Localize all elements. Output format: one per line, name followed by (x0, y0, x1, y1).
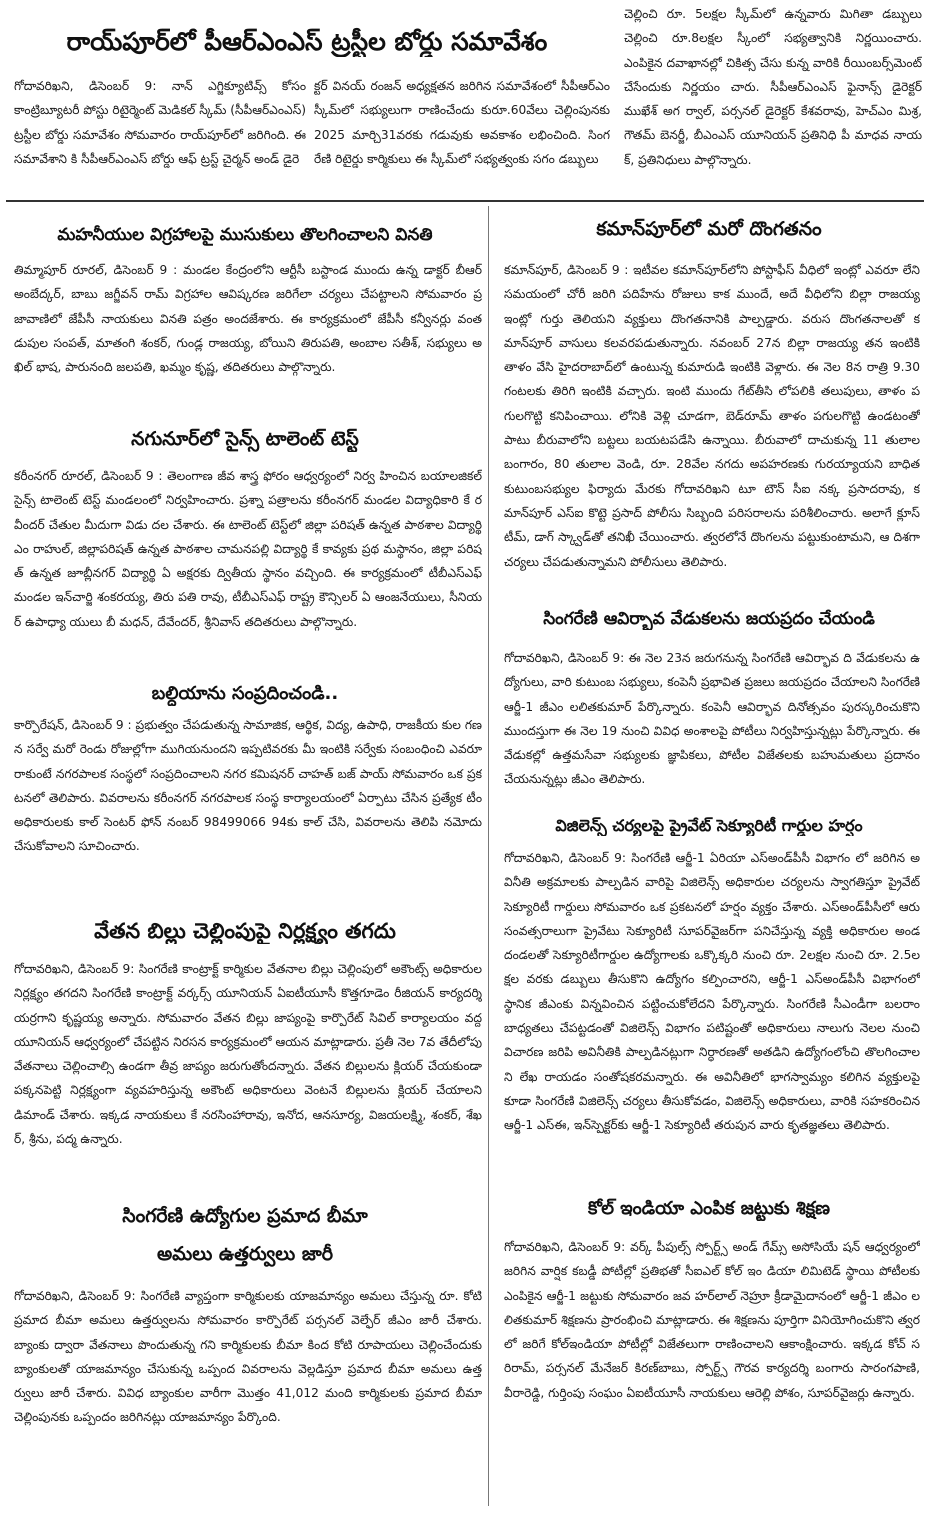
headline-vigilance-security: విజిలెన్స్ చర్యలపై ప్రైవేట్ సెక్యూరిటీ గార్డుల హర్షం (555, 816, 863, 835)
article-kamanpur-theft: కమాన్‌పూర్, డిసెంబర్ 9 : ఇటీవల కమాన్‌పూర్‌లోని పోస్టాఫీస్ వీధిలో ఇంట్లో ఎవరూ లేని సమయంలో చోరీ జరిగి పదిహేను రోజులు కాక ముందే, అదే వీధిలోని బిల్లా రాజయ్య ఇంట్లో గుర్తు తెలియని వ్యక్తులు దొంగతనానికి పాల్పడ్డారు. వరుస దొంగతనాలతో కమాన్‌పూర్ వాసులు కలవరపడుతున్నారు. నవంబర్ 27న బిల్లా రాజయ్య తన ఇంటికి తాళం వేసి హైదరాబాద్‌లో ఉంటున్న కుమారుడి ఇంటికి వెళ్లారు. ఈ నెల 8న రాత్రి 9.30 గంటలకు తిరిగి ఇంటికి వచ్చారు. ఇంటి ముందు గేట్‌తీసి లోపలికి తలుపులు, తాళం పగులగొట్టి కనిపించాయి. లోనికి వెళ్లి చూడగా, బెడ్‌రూమ్ తాళం పగులగొట్టి ఉండటంతో పాటు బీరువాలోని బట్టలు బయటపడేసి ఉన్నాయి. బీరువాలో దాచుకున్న 11 తులాల బంగారం, 80 తులాల వెండి, రూ. 28వేల నగదు అపహరణకు గురయ్యాయని బాధిత కుటుంబసభ్యుల ఫిర్యాదు మేరకు గోదావరిఖని టూ టౌన్ సీఐ నక్క ప్రసాదరావు, కమాన్‌పూర్ ఎస్‌ఐ కొట్టె ప్రసాద్ పోలీసు సిబ్బంది పరిసరాలను పరిశీలించారు. అలాగే క్లూస్ టీమ్, డాగ్ స్క్వాడ్‌తో తనిఖీ చేయించారు. త్వరలోనే దొంగలను పట్టుకుంటామని, ఆ దిశగా చర్యలు చేపడుతున్నామని పోలీసులు తెలిపారు. (504, 263, 920, 569)
article-coal-india-training: గోదావరిఖని, డిసెంబర్ 9: వర్క్ పీపుల్స్ స్పోర్ట్స్ అండ్ గేమ్స్ అసోసియే షన్ ఆధ్వర్యంలో జరిగిన వార్షిక కబడ్డీ పోటీల్లో ప్రతిభతో సీఐఎల్ కోల్ ఇం డియా లిమిటెడ్ స్థాయి పోటీలకు ఎంపికైన ఆర్జీ-1 జట్టుకు సోమవారం జవ హర్‌లాల్ నెహ్రూ క్రీడామైదానంలో ఆర్జీ-1 జీఎం లలితకుమార్ శిక్షణను ప్రారంభించి మాట్లాడారు. ఈ శిక్షణను పూర్తిగా వినియోగించుకొని త్వరలో జరిగే కోల్‌ఇండియా పోటీల్లో విజేతలుగా రాణించాలని ఆకాంక్షించారు. ఇక్కడ కోచ్ సరిరామ్, పర్సనల్ మేనేజర్ కిరణ్‌బాబు, స్పోర్ట్స్ గౌరవ కార్యదర్శి బంగారు సారంగపాణి, వీరారెడ్డి, గుర్తింపు సంఘం ఏఐటీయూసీ నాయకులు ఆరెల్లి పోశం, సూపర్‌వైజర్లు ఉన్నారు. (504, 1240, 920, 1400)
article-singareni-anniversary: గోదావరిఖని, డిసెంబర్ 9: ఈ నెల 23న జరుగనున్న సింగరేణి ఆవిర్భావ ది వేడుకలను ఉద్యోగులు, వారి కుటుంబ సభ్యులు, కంపెనీ ప్రభావిత ప్రజలు జయప్రదం చేయాలని సింగరేణి ఆర్జీ-1 జీఎం లలితకుమార్ పేర్కొన్నారు. కంపెనీ ఆవిర్భావ దినోత్సవం పురస్కరించుకొని ముందస్తుగా ఈ నెల 19 నుంచి వివిధ అంశాలపై పోటీలు నిర్వహిస్తున్నట్లు పేర్కొన్నారు. ఈ వేడుకల్లో ఉత్తమసేవా సభ్యులకు జ్ఞాపికలు, పోటీల విజేతలకు బహుమతులు ప్రదానం చేయనున్నట్లు జీఎం తెలిపారు. (504, 651, 920, 787)
article-contact-baldia: కార్పొరేషన్, డిసెంబర్ 9 : ప్రభుత్వం చేపడుతున్న సామాజిక, ఆర్థిక, విద్య, ఉపాధి, రాజకీయ కుల గణన సర్వే మరో రెండు రోజుల్లోగా ముగియనుందని ఇప్పటివరకు మీ ఇంటికి సర్వేకు సంబంధించి ఎవరూ రాకుంటే నగరపాలక సంస్థలో సంప్రదించాలని నగర కమిషనర్ చాహత్ బజ్ పాయ్ సోమవారం ఒక ప్రకటనలో తెలిపారు. వివరాలను కరీంనగర్ నగరపాలక సంస్థ కార్యాలయంలో ఏర్పాటు చేసిన ప్రత్యేక టీం అధికారులకు కాల్ సెంటర్ ఫోన్ నంబర్ 98499066 94కు కాల్ చేసి, వివరాలను తెలిపి నమోదు చేసుకోవాలని సూచించారు. (14, 718, 482, 854)
article-rayapur-col3: చెల్లించి రూ. 5లక్షల స్కీమ్‌లో ఉన్నవారు మిగితా డబ్బులు చెల్లించి రూ.8లక్షల స్కీంలో సభ్యత్వానికి నిర్ణయించారు. ఎంపికైన దవాఖానల్లో చికిత్స చేసు కున్న వారికి రీయింబర్స్‌మెంట్ చేసేందుకు నిర్ణయం చారు. సీపీఆర్‌ఎంఎస్ ఫైనాన్స్ డైరెక్టర్ ముఖేశ్ అగ ర్వాల్, పర్సనల్ డైరెక్టర్ కేశవరావు, హెచ్‌ఎం మిశ్ర, గౌతమ్ బెనర్జీ, బీఎంఎస్ యూనియన్ ప్రతినిధి పీ మాధవ నాయక్, ప్రతినిధులు పాల్గొన్నారు. (624, 7, 922, 167)
headline-contact-baldia: బల్దియాను సంప్రదించండి.. (151, 683, 339, 704)
headline-statue-covers: మహనీయుల విగ్రహాలపై ముసుకులు తొలగించాలని వినతి (57, 225, 433, 245)
headline-coal-india-training: కోల్ ఇండియా ఎంపిక జట్టుకు శిక్షణ (587, 1198, 831, 1219)
column-divider (488, 206, 489, 1506)
article-accident-insurance: గోదావరిఖని, డిసెంబర్ 9: సింగరేణి వ్యాప్తంగా కార్మికులకు యాజమాన్యం అమలు చేస్తున్న రూ. కోటి ప్రమాద బీమా అమలు ఉత్తర్వులను సోమవారం కార్పొరేట్ పర్సనల్ వెల్ఫేర్ జీఎం జారీ చేశారు. బ్యాంకు ద్వారా వేతనాలు పొందుతున్న గని కార్మికులకు బీమా కింద కోటి రూపాయలు చెల్లించేందుకు బ్యాంకులతో యాజమాన్యం చేసుకున్న ఒప్పంద వివరాలను వెల్లడిస్తూ ప్రమాద బీమా అమలు ఉత్తర్వులు జారీ చేశారు. వివిధ బ్యాంకుల వారీగా మొత్తం 41,012 మంది కార్మికులకు ప్రమాద బీమా చెల్లింపునకు ఒప్పందం జరిగినట్లు యాజమాన్యం పేర్కొంది. (14, 1289, 482, 1425)
headline-accident-insurance-1: సింగరేణి ఉద్యోగుల ప్రమాద బీమా (122, 1205, 368, 1227)
headline-accident-insurance-2: అమలు ఉత్తర్వులు జారీ (156, 1243, 334, 1265)
headline-singareni-anniversary: సింగరేణి ఆవిర్భావ వేడుకలను జయప్రదం చేయండి (543, 609, 875, 629)
article-statue-covers: తిమ్మాపూర్ రూరల్, డిసెంబర్ 9 : మండల కేంద్రంలోని ఆర్టీసీ బస్టాండ ముందు ఉన్న డాక్టర్ బీఆర్ అంబేద్కర్, బాబు జగ్జీవన్ రామ్ విగ్రహాల ఆవిష్కరణ జరిగేలా చర్యలు చేపట్టాలని సోమవారం ప్రజావాణిలో జేపీసీ నాయకులు వినతి పత్రం అందజేశారు. ఈ కార్యక్రమంలో జేపీసీ కన్వీనర్లు వంతడుపుల సంపత్, మాతంగి శంకర్, గుండ్ల రాజయ్య, బోయిని తిరుపతి, అంబాల సతీశ్, సభ్యులు అఖిల్ భాష, పారునంది జలపతి, ఖమ్మం కృష్ణ, తదితరులు పాల్గొన్నారు. (14, 263, 482, 375)
article-wage-bill: గోదావరిఖని, డిసెంబర్ 9: సింగరేణి కాంట్రాక్ట్ కార్మికుల వేతనాల బిల్లు చెల్లింపులో అకౌంట్స్ అధికారుల నిర్లక్ష్యం తగదని సింగరేణి కాంట్రాక్ట్ వర్కర్స్ యూనియన్ ఏఐటీయూసీ కొత్తగూడెం రీజియన్ కార్యదర్శి యర్రగాని కృష్ణయ్య అన్నారు. సోమవారం వేతన బిల్లు జాప్యంపై కార్పొరేట్ సివిల్ కార్యాలయం వద్ద యూనియన్ ఆధ్వర్యంలో చేపట్టిన నిరసన కార్యక్రమంలో ఆయన మాట్లాడారు. ప్రతీ నెల 7వ తేదీలోపు వేతనాలు చెల్లించాల్సి ఉండగా తీవ్ర జాప్యం జరుగుతోందన్నారు. వేతన బిల్లులను క్లియర్ చేయకుండా పక్కనపెట్టి నిర్లక్ష్యంగా వ్యవహరిస్తున్న అకౌంట్ అధికారులు వెంటనే బిల్లులను క్లియర్ చేయాలని డిమాండ్ చేశారు. ఇక్కడ నాయకులు కే నరసింహారావు, ఇనోద, ఆనసూర్య, విజయలక్ష్మి, శంకర్, శేఖర్, శ్రీను, పద్మ ఉన్నారు. (14, 962, 482, 1147)
article-vigilance-security: గోదావరిఖని, డిసెంబర్ 9: సింగరేణి ఆర్జీ-1 ఏరియా ఎస్అండ్‌పీసీ విభాగం లో జరిగిన అవినీతి అక్రమాలకు పాల్పడిన వారిపై విజిలెన్స్ అధికారుల చర్యలను స్వాగతిస్తూ ప్రైవేట్ సెక్యూరిటీ గార్డులు సోమవారం ఒక ప్రకటనలో హర్షం వ్యక్తం చేశారు. ఎస్అండ్‌పీసీలో ఆరు సంవత్సరాలుగా ప్రైవేటు సెక్యూరిటీ సూపర్‌వైజర్‌గా పనిచేస్తున్న వ్యక్తి అధికారుల అండదండలతో సెక్యూరిటీగార్డుల ఉద్యోగాలకు ఒక్కొక్కరి నుంచి రూ. 2లక్షల నుంచి రూ. 2.5లక్షల వరకు డబ్బులు తీసుకొని ఉద్యోగం కల్పించారని, ఆర్జీ-1 ఎస్అండ్‌పీసీ విభాగంలో స్థానిక జీఎంకు విన్నవించిన పట్టించుకోలేదని పేర్కొన్నారు. సింగరేణి సీఎండీగా బలరాం బాధ్యతలు చేపట్టడంతో విజిలెన్స్ విభాగం పటిష్టంతో అధికారులు నాలుగు నెలల నుంచి విచారణ జరిపి అవినీతికి పాల్పడినట్లుగా నిర్ధారణతో అతడిని ఉద్యోగంలోంచి తొలగించాలని లేఖ రాయడం సంతోషకరమన్నారు. ఈ అవినీతిలో భాగస్వామ్యం కలిగిన వ్యక్తులపై కూడా సింగరేణి విజిలెన్స్ చర్యలు తీసుకోవడం, విజిలెన్స్ అధికారులు, వారికి సహకరించిన ఆర్జీ-1 ఎస్ఈ, ఇన్‌స్పెక్టర్‌కు ఆర్జీ-1 సెక్యూరిటీ తరుపున వారు కృతజ్ఞతలు తెలిపారు. (504, 851, 920, 1133)
headline-rayapur-meeting: రాయ్‌పూర్‌లో పీఆర్‌ఎంఎస్ ట్రస్టీల బోర్డు సమావేశం (66, 27, 548, 56)
headline-science-talent-test: నగునూర్‌లో సైన్స్ టాలెంట్ టెస్ట్ (131, 428, 359, 450)
headline-kamanpur-theft: కమాన్‌పూర్‌లో మరో దొంగతనం (596, 218, 822, 240)
top-divider (6, 200, 924, 202)
article-science-talent-test: కరీంనగర్ రూరల్, డిసెంబర్ 9 : తెలంగాణ జీవ శాస్త్ర ఫోరం ఆధ్వర్యంలో నిర్వ హించిన బయాలజికల్ సైన్స్ టాలెంట్ టెస్ట్ మండలంలో నిర్వహించారు. ప్రశ్నా పత్రాలను కరీంనగర్ మండల విద్యాధికారి కే రవీందర్ చేతుల మీదుగా విడు దల చేశారు. ఈ టాలెంట్ టెస్ట్‌లో జిల్లా పరిషత్ ఉన్నత పాఠశాల విద్యార్థి ఎం రాహుల్, జిల్లాపరిషత్ ఉన్నత పాఠశాల చామనపల్లి విద్యార్థి కే కావ్యకు ప్రథ మస్థానం, జిల్లా పరిషత్ ఉన్నత జూబ్లీనగర్ విద్యార్థి ఏ అక్షరకు ద్వితీయ స్థానం వచ్చింది. ఈ కార్యక్రమంలో టీబీఎస్‌ఎఫ్ మండల ఇన్‌చార్జి శంకరయ్య, తిరు పతి రావు, టీబీఎస్‌ఎఫ్ రాష్ట్ర కౌన్సిలర్ ఏ ఆంజనేయులు, సీనియర్ ఉపాధ్యా యులు బీ మధన్, దేవేందర్, శ్రీనివాస్ తదితరులు పాల్గొన్నారు. (14, 469, 482, 629)
headline-wage-bill: వేతన బిల్లు చెల్లింపుపై నిర్లక్ష్యం తగదు (94, 919, 396, 943)
article-rayapur-col2: క్టర్ వినయ్ రంజన్ అధ్యక్షతన జరిగిన సమావేశంలో సీపీఆర్‌ఎం స్కీమ్‌లో సభ్యులుగా రాణించేందు కురూ.60వేలు చెల్లింపునకు 2025 మార్చి31వరకు గడువుకు అవకాశం లభించింది. సింగరేణి రిటైర్డు కార్మికులు ఈ స్కీమ్‌లో సభ్యత్వంకు సగం డబ్బులు (314, 79, 610, 166)
article-rayapur-col1: గోదావరిఖని, డిసెంబర్ 9: నాన్ ఎగ్జిక్యూటివ్స్ కోసం కాంట్రిబ్యూటరీ పోస్టు రిటైర్మెంట్ మెడికల్ స్కీమ్ (సీపీఆర్‌ఎంఎస్) ట్రస్టీల బోర్డు సమావేశం సోమవారం రాయ్‌పూర్‌లో జరిగింది. ఈ సమావేశాని కి సీపీఆర్‌ఎంఎస్ బోర్డు ఆఫ్ ట్రస్ట్ చైర్మన్ అండ్ డైరె (14, 79, 306, 166)
